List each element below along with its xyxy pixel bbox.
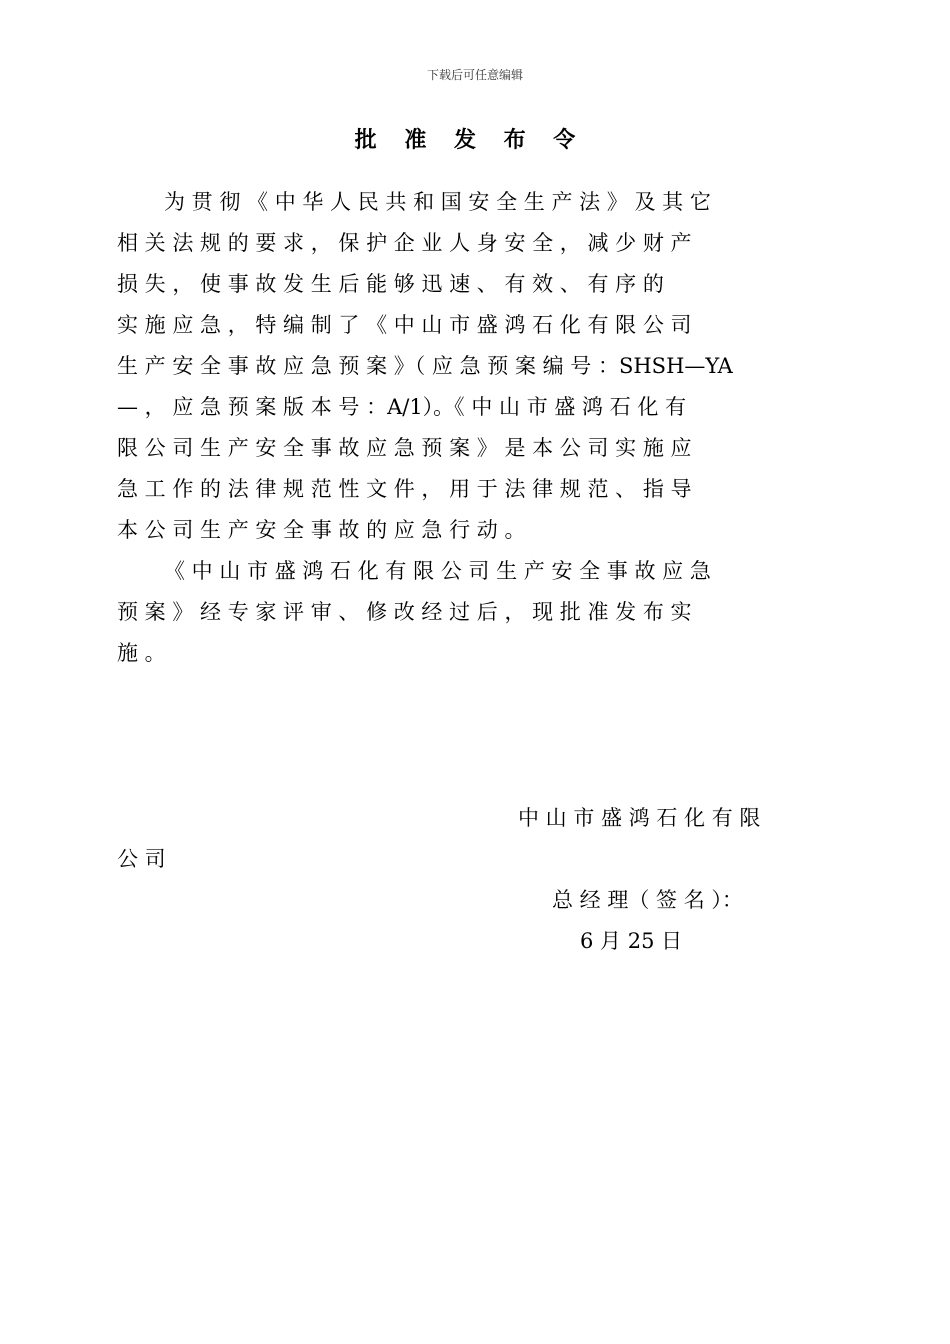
header-note: 下载后可任意编辑 [426,68,523,82]
paragraph1-line-1: 为 贯 彻 《 中 华 人 民 共 和 国 安 全 生 产 法 》 及 其 它 [164,190,711,214]
paragraph2-line-3: 施 。 [117,641,166,665]
paragraph1-line-9: 本 公 司 生 产 安 全 事 故 的 应 急 行 动 。 [117,518,526,542]
paragraph2-line-2: 预 案 》 经 专 家 评 审 、 修 改 经 过 后 ， 现 批 准 发 布 实 [117,600,692,624]
document-title: 批 准 发 布 令 [354,127,586,153]
paragraph1-line-2: 相 关 法 规 的 要 求 ， 保 护 企 业 人 身 安 全 ， 减 少 财 产 [117,231,692,255]
company-name-line-2: 公 司 [117,847,166,871]
paragraph1-line-7: 限 公 司 生 产 安 全 事 故 应 急 预 案 》 是 本 公 司 实 施 应 [117,436,692,460]
paragraph1-line-4: 实 施 应 急 ， 特 编 制 了 《 中 山 市 盛 鸿 石 化 有 限 公 司 [117,313,692,337]
company-name-line-1: 中 山 市 盛 鸿 石 化 有 限 [518,806,761,830]
paragraph1-line-3: 损 失 ， 使 事 故 发 生 后 能 够 迅 速 、 有 效 、 有 序 的 [117,272,664,296]
issue-date: 6 月 25 日 [580,929,683,953]
paragraph2-line-1: 《 中 山 市 盛 鸿 石 化 有 限 公 司 生 产 安 全 事 故 应 急 [164,559,711,583]
paragraph1-line-6: — ， 应 急 预 案 版 本 号 ：A/1）。《 中 山 市 盛 鸿 石 化 有 [117,395,687,419]
paragraph1-line-8: 急 工 作 的 法 律 规 范 性 文 件 ， 用 于 法 律 规 范 、 指 导 [117,477,692,501]
paragraph1-line-5: 生 产 安 全 事 故 应 急 预 案 》（ 应 急 预 案 编 号 ：SHSH—YA [117,354,733,378]
manager-signature-label: 总 经 理（ 签 名 ）： [552,888,743,912]
